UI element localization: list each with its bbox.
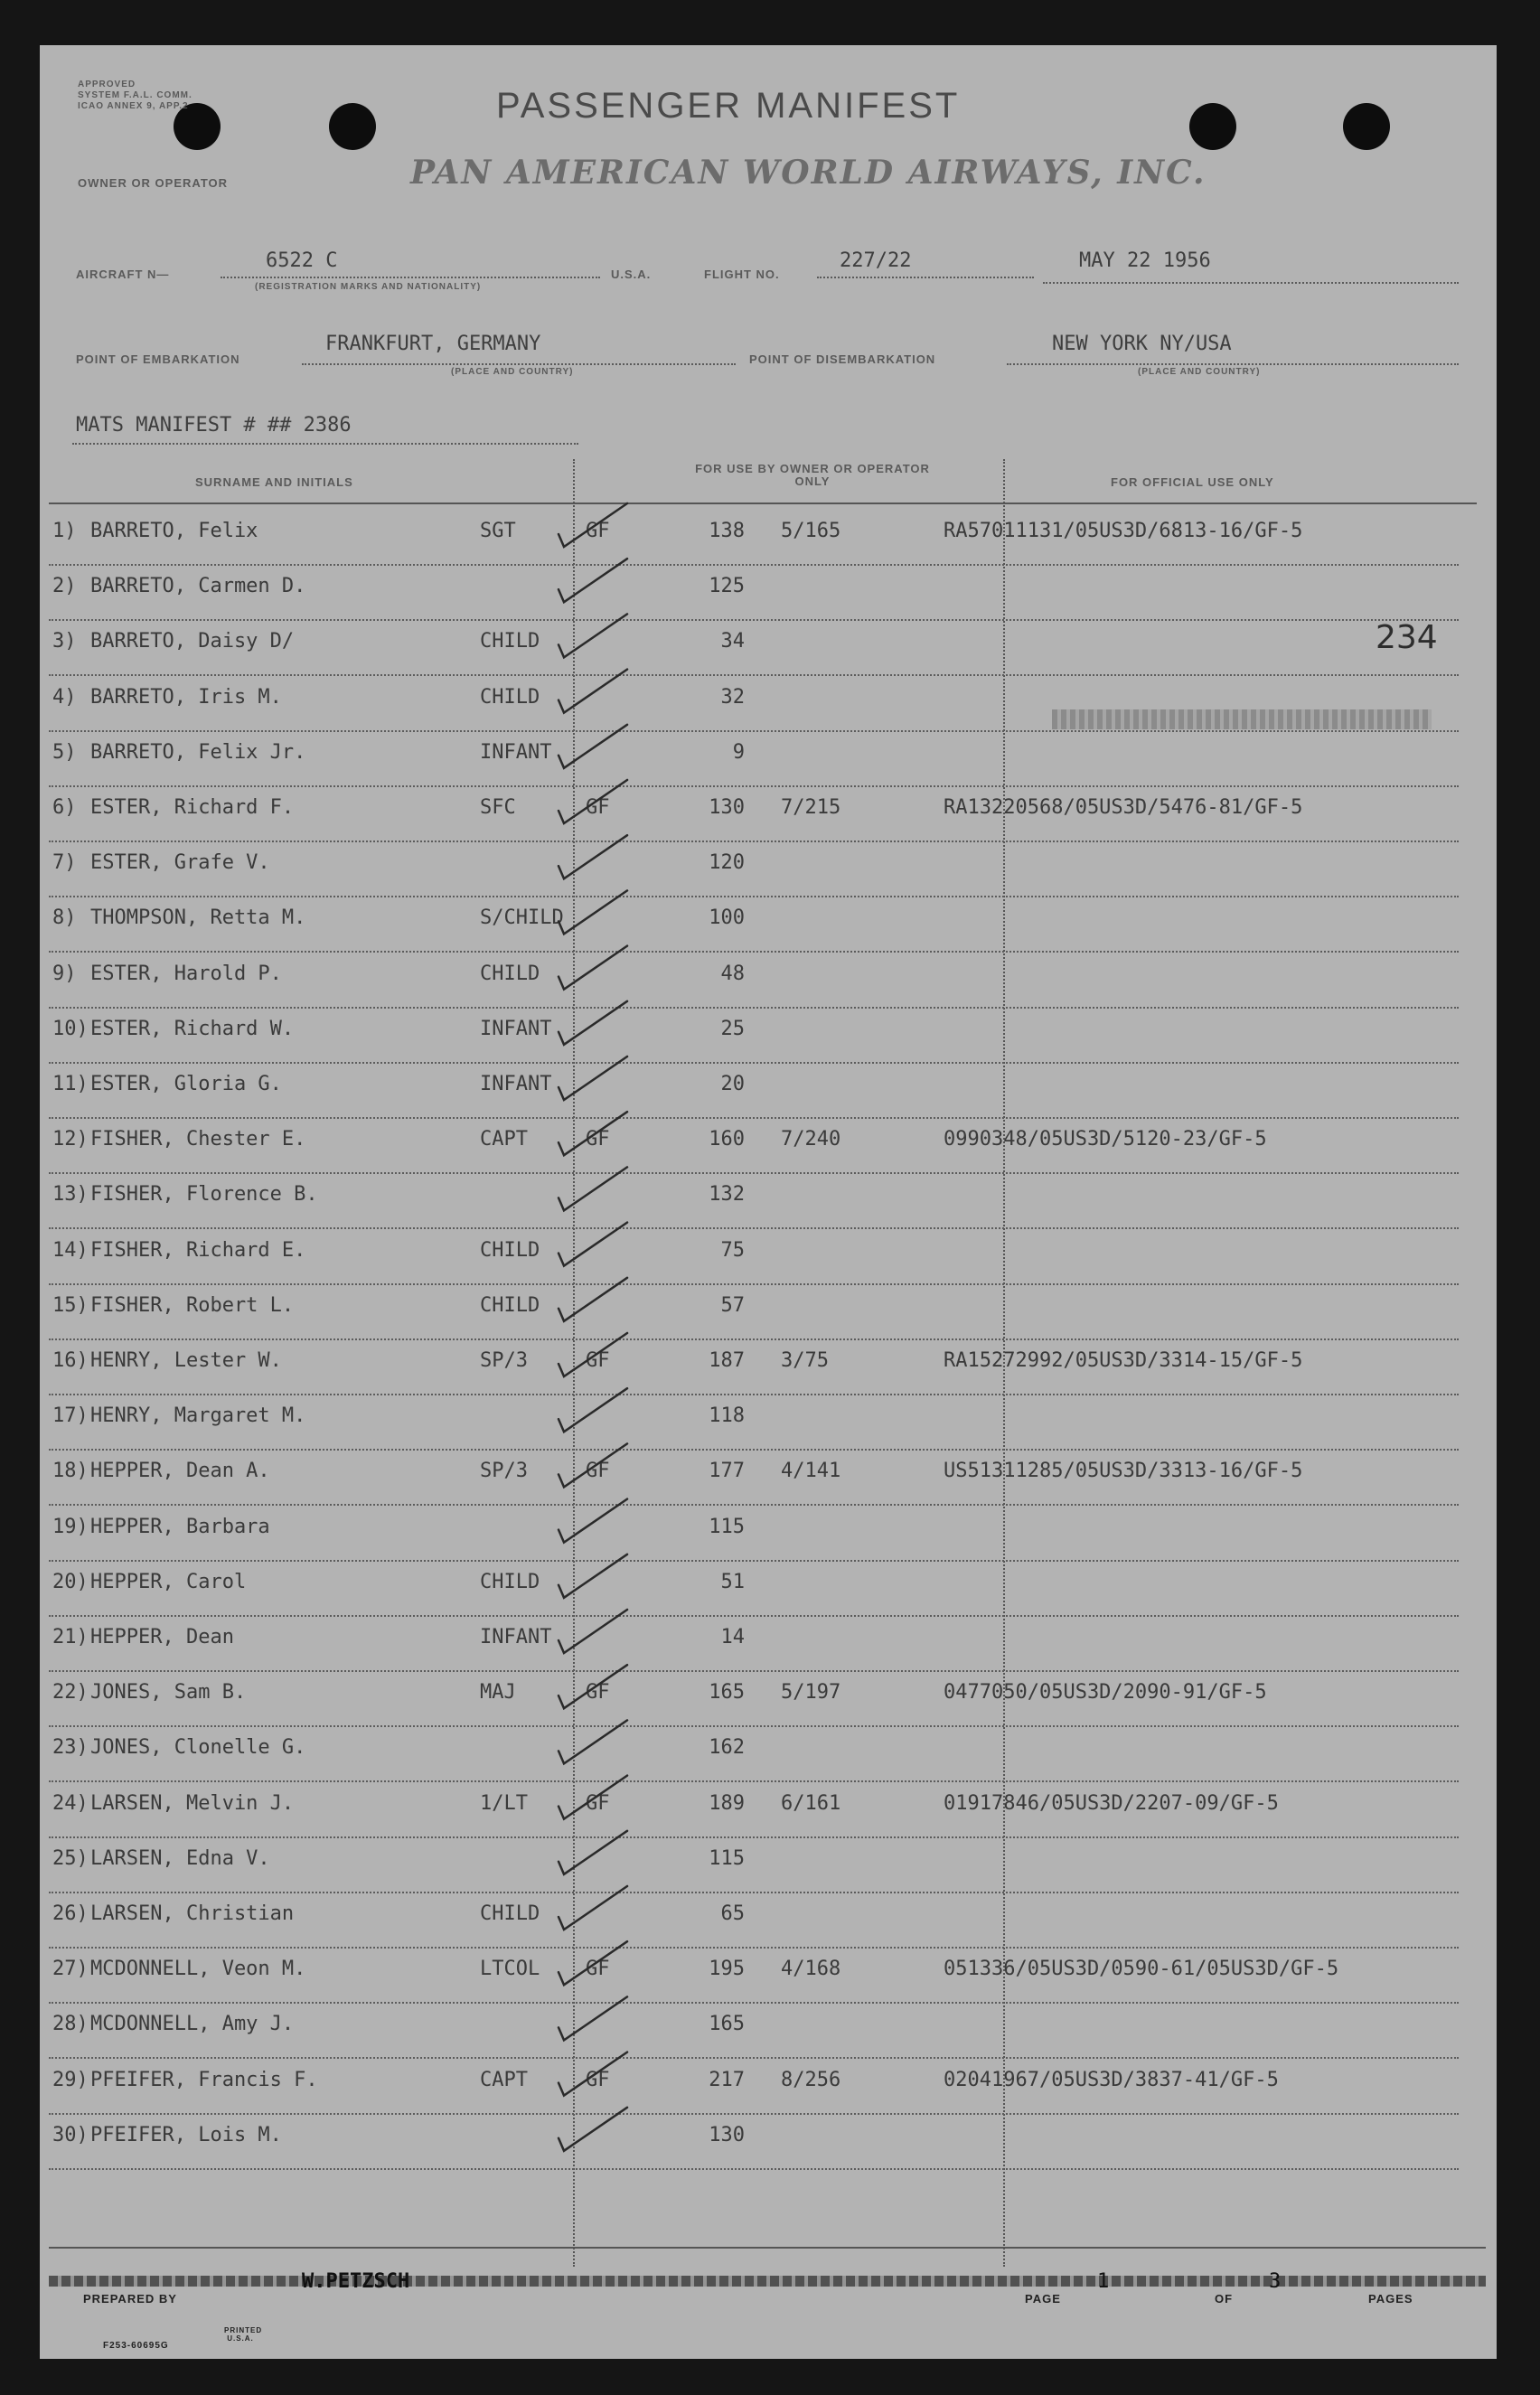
check-mark (559, 503, 627, 547)
column-header-surname: SURNAME AND INITIALS (195, 475, 353, 489)
passenger-name: PFEIFER, Lois M. (90, 2123, 282, 2146)
passenger-weight: 14 (720, 1626, 745, 1648)
passenger-weight: 9 (732, 740, 745, 764)
check-mark (559, 1554, 627, 1598)
baggage-count: 5/165 (781, 520, 841, 542)
passenger-name: HEPPER, Dean (90, 1626, 234, 1648)
column-header-owner-use: FOR USE BY OWNER OR OPERATOR ONLY (695, 462, 930, 488)
row-number: 25) (52, 1846, 89, 1870)
approval-line: ICAO ANNEX 9, APP.2 (78, 101, 189, 111)
flight-value: 227/22 (840, 249, 912, 272)
passenger-weight: 115 (709, 1846, 745, 1870)
passenger-name: JONES, Sam B. (90, 1681, 247, 1705)
check-mark (559, 1886, 627, 1930)
status-code: GF (586, 1958, 610, 1981)
flight-label: FLIGHT NO. (704, 268, 780, 281)
baggage-count: 8/256 (781, 2068, 841, 2091)
check-mark (559, 1665, 627, 1708)
passenger-weight: 34 (720, 630, 745, 653)
row-number: 18) (52, 1460, 89, 1483)
passenger-status: INFANT (480, 1017, 552, 1040)
footer-rule (49, 2247, 1486, 2249)
passenger-status: LTCOL (480, 1958, 540, 1981)
passenger-weight: 195 (709, 1958, 745, 1981)
passenger-status: INFANT (480, 1073, 552, 1095)
passenger-name: ESTER, Grafe V. (90, 851, 270, 875)
mats-manifest-number: MATS MANIFEST # ## 2386 (76, 414, 352, 437)
baggage-count: 7/215 (781, 796, 841, 819)
country-label: U.S.A. (611, 268, 652, 281)
place-caption: (PLACE AND COUNTRY) (1138, 367, 1261, 377)
disembarkation-label: POINT OF DISEMBARKATION (749, 352, 936, 366)
passenger-status: CHILD (480, 685, 540, 709)
passenger-name: HEPPER, Barbara (90, 1515, 270, 1538)
row-number: 16) (52, 1349, 89, 1372)
status-code: GF (586, 520, 610, 542)
baggage-count: 5/197 (781, 1681, 841, 1705)
handwritten-annotation: 234 (1376, 619, 1438, 656)
passenger-weight: 132 (709, 1183, 745, 1207)
row-number: 20) (52, 1570, 89, 1593)
baggage-count: 4/168 (781, 1958, 841, 1981)
aircraft-value: 6522 C (266, 249, 338, 272)
row-number: 8) (52, 906, 77, 930)
owner-label: OWNER OR OPERATOR (78, 176, 229, 190)
passenger-status: INFANT (480, 740, 552, 764)
passenger-name: LARSEN, Christian (90, 1902, 295, 1925)
passenger-name: ESTER, Richard W. (90, 1017, 295, 1040)
page-title: PASSENGER MANIFEST (496, 86, 961, 126)
passenger-status: SFC (480, 796, 516, 819)
row-number: 30) (52, 2123, 89, 2146)
passenger-weight: 65 (720, 1902, 745, 1925)
official-reference: RA15272992/05US3D/3314-15/GF-5 (944, 1349, 1303, 1372)
status-code: GF (586, 1460, 610, 1483)
check-mark (559, 670, 627, 713)
passenger-name: HEPPER, Carol (90, 1570, 247, 1593)
status-code: GF (586, 1128, 610, 1151)
row-number: 13) (52, 1183, 89, 1207)
check-mark (559, 2108, 627, 2151)
row-number: 1) (52, 520, 77, 542)
check-mark (559, 890, 627, 934)
row-number: 17) (52, 1404, 89, 1428)
check-mark (559, 725, 627, 768)
row-number: 26) (52, 1902, 89, 1925)
passenger-weight: 25 (720, 1017, 745, 1040)
printed-mark: PRINTED U.S.A. (224, 2326, 263, 2343)
passenger-status: SGT (480, 520, 516, 542)
row-number: 22) (52, 1681, 89, 1705)
check-mark (559, 1167, 627, 1210)
passenger-weight: 165 (709, 1681, 745, 1705)
passenger-status: CHILD (480, 962, 540, 985)
row-number: 9) (52, 962, 77, 985)
check-mark (559, 1112, 627, 1155)
place-caption: (PLACE AND COUNTRY) (451, 367, 574, 377)
aircraft-label: AIRCRAFT N— (76, 268, 170, 281)
passenger-status: CHILD (480, 1570, 540, 1593)
passenger-name: FISHER, Chester E. (90, 1128, 306, 1151)
check-mark (559, 559, 627, 602)
passenger-weight: 32 (720, 685, 745, 709)
row-number: 4) (52, 685, 77, 709)
of-label: OF (1215, 2292, 1234, 2306)
passenger-name: LARSEN, Melvin J. (90, 1791, 295, 1815)
check-mark (559, 1776, 627, 1819)
check-mark (559, 1720, 627, 1763)
passenger-name: MCDONNELL, Amy J. (90, 2013, 295, 2036)
baggage-count: 4/141 (781, 1460, 841, 1483)
passenger-weight: 125 (709, 575, 745, 598)
passenger-name: FISHER, Robert L. (90, 1293, 295, 1317)
prepared-by-label: PREPARED BY (83, 2292, 177, 2306)
passenger-name: HENRY, Lester W. (90, 1349, 282, 1372)
official-reference: 0477050/05US3D/2090-91/GF-5 (944, 1681, 1267, 1705)
official-reference: RA13220568/05US3D/5476-81/GF-5 (944, 796, 1303, 819)
passenger-weight: 48 (720, 962, 745, 985)
passenger-status: INFANT (480, 1626, 552, 1648)
passenger-weight: 160 (709, 1128, 745, 1151)
passenger-weight: 165 (709, 2013, 745, 2036)
check-mark (559, 1333, 627, 1376)
baggage-count: 6/161 (781, 1791, 841, 1815)
passenger-weight: 189 (709, 1791, 745, 1815)
passenger-weight: 130 (709, 2123, 745, 2146)
passenger-status: S/CHILD (480, 906, 564, 930)
status-code: GF (586, 1681, 610, 1705)
passenger-status: 1/LT (480, 1791, 528, 1815)
passenger-weight: 187 (709, 1349, 745, 1372)
row-number: 3) (52, 630, 77, 653)
passenger-name: LARSEN, Edna V. (90, 1846, 270, 1870)
status-code: GF (586, 1349, 610, 1372)
official-reference: 0990348/05US3D/5120-23/GF-5 (944, 1128, 1267, 1151)
page-total: 3 (1269, 2270, 1282, 2293)
row-number: 5) (52, 740, 77, 764)
passenger-name: BARRETO, Iris M. (90, 685, 282, 709)
status-code: GF (586, 796, 610, 819)
passenger-weight: 217 (709, 2068, 745, 2091)
check-mark (559, 1443, 627, 1487)
passenger-status: CHILD (480, 1902, 540, 1925)
row-number: 2) (52, 575, 77, 598)
check-mark (559, 946, 627, 990)
baggage-count: 7/240 (781, 1128, 841, 1151)
disembarkation-value: NEW YORK NY/USA (1052, 333, 1232, 355)
row-number: 10) (52, 1017, 89, 1040)
row-number: 7) (52, 851, 77, 875)
passenger-status: CHILD (480, 1293, 540, 1317)
official-reference: US51311285/05US3D/3313-16/GF-5 (944, 1460, 1303, 1483)
operator-stamp: PAN AMERICAN WORLD AIRWAYS, INC. (410, 154, 1207, 192)
check-mark (559, 1001, 627, 1045)
embarkation-value: FRANKFURT, GERMANY (325, 333, 541, 355)
passenger-name: HEPPER, Dean A. (90, 1460, 270, 1483)
row-number: 19) (52, 1515, 89, 1538)
check-mark (559, 1223, 627, 1266)
row-number: 14) (52, 1238, 89, 1262)
passenger-weight: 118 (709, 1404, 745, 1428)
approval-line: APPROVED (78, 80, 136, 89)
row-number: 24) (52, 1791, 89, 1815)
passenger-name: ESTER, Harold P. (90, 962, 282, 985)
check-mark (559, 1499, 627, 1543)
flight-date: MAY 22 1956 (1079, 249, 1211, 272)
passenger-status: CHILD (480, 630, 540, 653)
check-mark (559, 614, 627, 657)
check-mark (559, 835, 627, 878)
form-number: F253-60695G (103, 2341, 169, 2351)
row-number: 23) (52, 1736, 89, 1760)
page-label: PAGE (1025, 2292, 1061, 2306)
row-number: 21) (52, 1626, 89, 1648)
passenger-status: CAPT (480, 2068, 528, 2091)
passenger-weight: 138 (709, 520, 745, 542)
page-number: 1 (1097, 2270, 1110, 2293)
status-code: GF (586, 2068, 610, 2091)
approval-line: SYSTEM F.A.L. COMM. (78, 90, 192, 100)
passenger-weight: 162 (709, 1736, 745, 1760)
passenger-weight: 20 (720, 1073, 745, 1095)
passenger-name: ESTER, Gloria G. (90, 1073, 282, 1095)
row-number: 28) (52, 2013, 89, 2036)
row-number: 15) (52, 1293, 89, 1317)
passenger-weight: 115 (709, 1515, 745, 1538)
row-number: 12) (52, 1128, 89, 1151)
column-header-official-use: FOR OFFICIAL USE ONLY (1111, 475, 1274, 489)
manifest-sheet (40, 45, 1497, 2359)
passenger-name: BARRETO, Carmen D. (90, 575, 306, 598)
passenger-status: CHILD (480, 1238, 540, 1262)
passenger-weight: 120 (709, 851, 745, 875)
prepared-by-value: W.PETZSCH (302, 2270, 410, 2293)
status-code: GF (586, 1791, 610, 1815)
passenger-status: CAPT (480, 1128, 528, 1151)
check-mark (559, 1831, 627, 1874)
row-number: 6) (52, 796, 77, 819)
check-mark (559, 780, 627, 823)
check-mark (559, 1388, 627, 1432)
check-mark (559, 2052, 627, 2096)
passenger-name: FISHER, Florence B. (90, 1183, 318, 1207)
passenger-status: MAJ (480, 1681, 516, 1705)
row-number: 29) (52, 2068, 89, 2091)
passenger-name: BARRETO, Daisy D/ (90, 630, 295, 653)
check-mark (559, 1278, 627, 1321)
pages-label: PAGES (1368, 2292, 1413, 2306)
passenger-name: MCDONNELL, Veon M. (90, 1958, 306, 1981)
check-mark (559, 1610, 627, 1653)
passenger-name: JONES, Clonelle G. (90, 1736, 306, 1760)
passenger-name: PFEIFER, Francis F. (90, 2068, 318, 2091)
row-number: 11) (52, 1073, 89, 1095)
passenger-weight: 130 (709, 796, 745, 819)
baggage-count: 3/75 (781, 1349, 829, 1372)
official-reference: 01917846/05US3D/2207-09/GF-5 (944, 1791, 1279, 1815)
check-marks (40, 45, 1497, 2359)
passenger-status: SP/3 (480, 1460, 528, 1483)
official-reference: 02041967/05US3D/3837-41/GF-5 (944, 2068, 1279, 2091)
check-mark (559, 1996, 627, 2040)
check-mark (559, 1057, 627, 1100)
passenger-weight: 57 (720, 1293, 745, 1317)
passenger-weight: 100 (709, 906, 745, 930)
registration-caption: (REGISTRATION MARKS AND NATIONALITY) (255, 282, 482, 292)
official-reference: 051336/05US3D/0590-61/05US3D/GF-5 (944, 1958, 1339, 1981)
passenger-name: THOMPSON, Retta M. (90, 906, 306, 930)
passenger-name: BARRETO, Felix Jr. (90, 740, 306, 764)
check-mark (559, 1941, 627, 1985)
passenger-name: FISHER, Richard E. (90, 1238, 306, 1262)
passenger-weight: 177 (709, 1460, 745, 1483)
official-reference: RA57011131/05US3D/6813-16/GF-5 (944, 520, 1303, 542)
passenger-name: BARRETO, Felix (90, 520, 258, 542)
embarkation-label: POINT OF EMBARKATION (76, 352, 240, 366)
passenger-name: HENRY, Margaret M. (90, 1404, 306, 1428)
passenger-weight: 75 (720, 1238, 745, 1262)
passenger-name: ESTER, Richard F. (90, 796, 295, 819)
row-number: 27) (52, 1958, 89, 1981)
passenger-weight: 51 (720, 1570, 745, 1593)
passenger-status: SP/3 (480, 1349, 528, 1372)
